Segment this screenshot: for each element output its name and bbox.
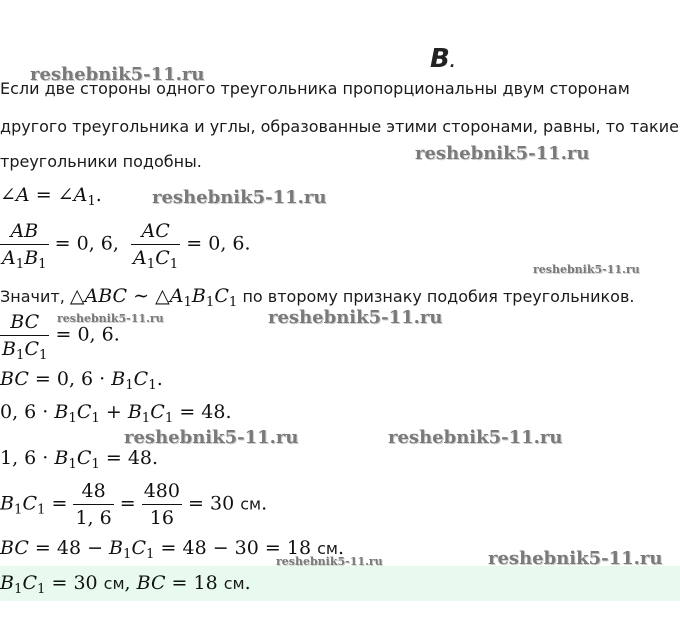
sum-equation: 0, $6 \cdot B_1C_1 + B_1C_1 = 48$. xyxy=(0,401,232,426)
watermark: reshebnik5-11.ru xyxy=(533,263,640,276)
watermark: reshebnik5-11.ru xyxy=(488,548,663,569)
rule-text-line-2: другого треугольника и углы, образованные этими сторонами, равны, то такие xyxy=(0,117,679,136)
ratios-equation: $\frac{AB}{A_1B_1}$ = 0, 6, $\frac{AC}{A_1C_1}$ = 0, 6. xyxy=(2,220,251,272)
angle-equality: ∠A = $\angle A_1$. xyxy=(0,184,102,209)
bc-solution: BC = $48 - B_1C_1 = 48 - 30 = 18$ см. xyxy=(0,537,344,562)
final-answer: $B_1C_1 = 30$ см, BC = 18 см. xyxy=(0,572,251,597)
watermark: reshebnik5-11.ru xyxy=(276,555,383,568)
watermark: reshebnik5-11.ru xyxy=(124,427,299,448)
b1c1-solution: $B_1C_1$ = $\frac{48}{1, 6}$ = $\frac{480}{16}$ = 30 см. xyxy=(0,480,268,529)
watermark: reshebnik5-11.ru xyxy=(30,64,205,85)
part-letter: B. xyxy=(430,44,456,74)
combined-equation: 1, $6 \cdot B_1C_1 = 48$. xyxy=(0,447,159,472)
watermark: reshebnik5-11.ru xyxy=(415,143,590,164)
bc-expression: BC = 0, $6 \cdot B_1C_1$. xyxy=(0,368,163,393)
watermark: reshebnik5-11.ru xyxy=(268,307,443,328)
watermark: reshebnik5-11.ru xyxy=(388,427,563,448)
similarity-conclusion: Значит, △ABC ∼ $\triangle A_1B_1C_1$ по второму признаку подобия треугольников. xyxy=(0,285,635,310)
watermark: reshebnik5-11.ru xyxy=(152,187,327,208)
rule-text-line-1: Если две стороны одного треугольника пропорциональны двум сторонам xyxy=(0,79,630,98)
bc-ratio-equation: $\frac{BC}{B_1C_1}$ = 0, 6. xyxy=(2,311,120,363)
watermark: reshebnik5-11.ru xyxy=(57,312,164,325)
rule-text-line-3: треугольники подобны. xyxy=(0,152,202,171)
